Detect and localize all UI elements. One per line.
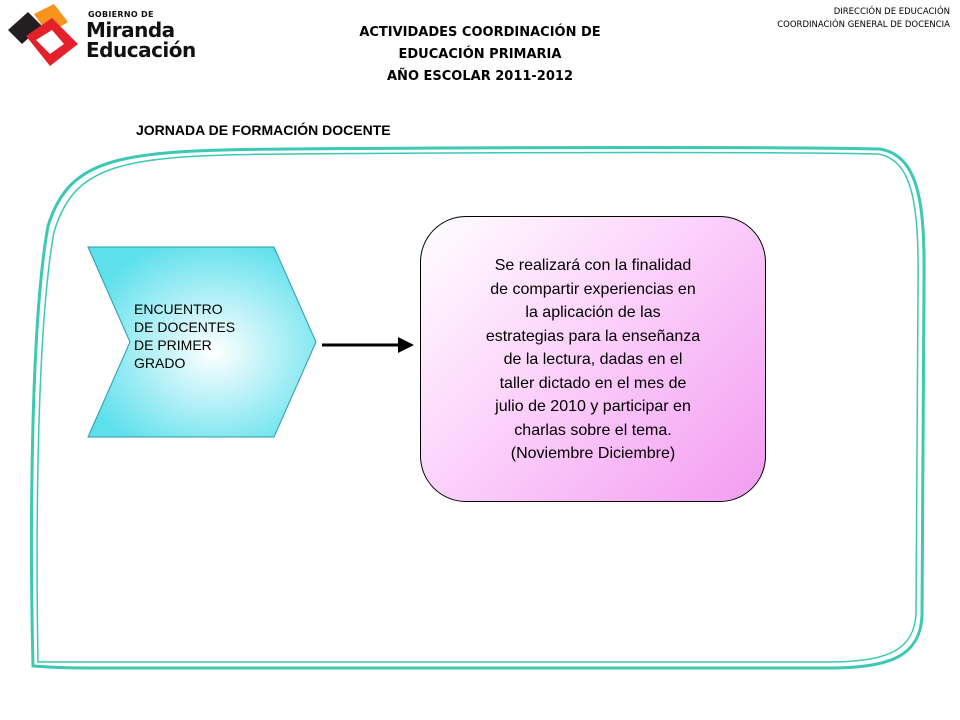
description-text xyxy=(452,254,734,466)
logo-mark-icon xyxy=(6,4,90,68)
description-line: julio de 2010 y participar en xyxy=(495,398,691,415)
chevron-label-line: DE DOCENTES xyxy=(134,319,236,335)
logo-small-text: GOBIERNO DE xyxy=(88,10,154,19)
title-line: AÑO ESCOLAR 2011-2012 xyxy=(387,69,573,84)
description-line: (Noviembre Diciembre) xyxy=(510,445,676,462)
description-line: Se realizará con la finalidad xyxy=(494,257,692,274)
description-line: de compartir experiencias en xyxy=(490,280,696,298)
department-line: DIRECCIÓN DE EDUCACIÓN xyxy=(833,7,950,17)
title-line: ACTIVIDADES COORDINACIÓN DE xyxy=(359,25,601,40)
right-arrow-icon xyxy=(320,332,416,358)
chevron-label-line: DE PRIMER xyxy=(134,337,212,353)
description-line: de la lectura, dadas en el xyxy=(503,351,683,368)
department-header xyxy=(777,6,950,32)
chevron-label xyxy=(134,300,294,372)
chevron-label-line: ENCUENTRO xyxy=(134,301,223,317)
description-line: taller dictado en el mes de xyxy=(499,374,687,392)
title-line: EDUCACIÓN PRIMARIA xyxy=(398,47,562,62)
logo-line-1: Miranda xyxy=(86,18,175,42)
section-title: JORNADA DE FORMACIÓN DOCENTE xyxy=(136,122,391,138)
description-line: la aplicación de las xyxy=(525,304,661,321)
page-title xyxy=(300,22,660,88)
chevron-label-line: GRADO xyxy=(134,355,186,371)
description-line: charlas sobre el tema. xyxy=(514,421,672,439)
logo-line-2: Educación xyxy=(86,38,196,62)
department-line: COORDINACIÓN GENERAL DE DOCENCIA xyxy=(777,20,950,30)
description-line: estrategias para la enseñanza xyxy=(485,327,701,345)
